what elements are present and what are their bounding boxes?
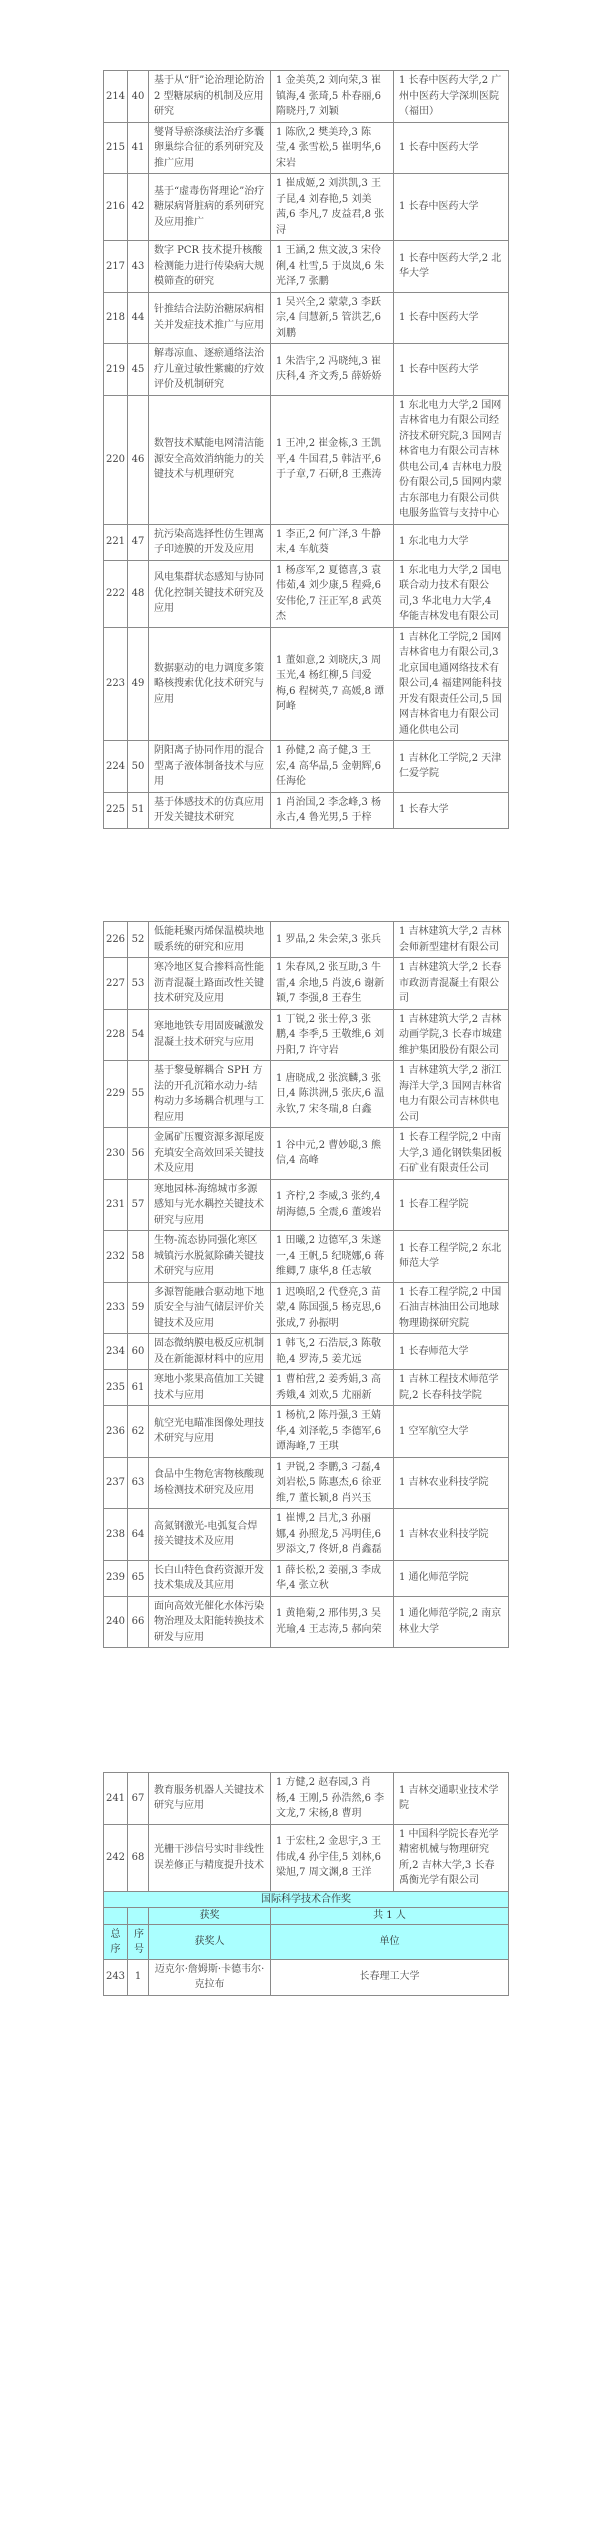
total-seq-cell: 228: [104, 1009, 128, 1061]
seq-cell: 43: [128, 241, 149, 293]
seq-cell: 50: [128, 741, 149, 793]
empty-cell: [128, 1907, 149, 1924]
project-title-cell: 多源智能融合驱动地下地质安全与油气储层评价关键技术及应用: [149, 1282, 271, 1334]
table-row: [104, 627, 509, 741]
project-title-cell: 金属矿压覆资源多源尾废充填安全高效回采关键技术及应用: [149, 1128, 271, 1180]
project-title-cell: 光栅干涉信号实时非线性误差修正与精度提升技术: [149, 1824, 271, 1891]
units-cell: 1 长春中医药大学,2 北华大学: [394, 241, 509, 293]
project-title-cell: 基于体感技术的仿真应用开发关键技术研究: [149, 792, 271, 828]
table-row: [104, 792, 509, 828]
award-table-page-1: [103, 70, 509, 829]
table-row: [104, 1179, 509, 1231]
members-cell: 1 黄艳菊,2 邢伟男,3 吴光瑜,4 王志涛,5 郝向荣: [271, 1596, 394, 1648]
members-cell: 1 董如意,2 刘晓庆,3 周玉光,4 杨红柳,5 闫爱梅,6 程树英,7 高媛,8 谭阿峰: [271, 627, 394, 741]
table-row: [104, 241, 509, 293]
total-seq-cell: 219: [104, 344, 128, 396]
table-row: [104, 174, 509, 241]
project-title-cell: 长白山特色食药资源开发技术集成及其应用: [149, 1560, 271, 1596]
table-row: [104, 1457, 509, 1509]
units-cell: 1 吉林工程技术师范学院,2 长春科技学院: [394, 1370, 509, 1406]
units-cell: 1 长春中医药大学,2 广州中医药大学深圳医院（福田）: [394, 71, 509, 123]
seq-cell: 42: [128, 174, 149, 241]
members-cell: 1 吴兴全,2 蒙蒙,3 李跃宗,4 闫慧新,5 管洪艺,6 刘鹏: [271, 292, 394, 344]
members-cell: 1 王涵,2 焦文波,3 宋伶俐,4 杜雪,5 于岚岚,6 朱光泽,7 张鹏: [271, 241, 394, 293]
total-seq-cell: 227: [104, 958, 128, 1010]
total-seq-cell: 241: [104, 1773, 128, 1825]
table-row: [104, 1560, 509, 1596]
table-row: [104, 1370, 509, 1406]
total-seq-cell: 214: [104, 71, 128, 123]
table-row: [104, 1773, 509, 1825]
members-cell: 1 肖治国,2 李念峰,3 杨永古,4 鲁光男,5 于梓: [271, 792, 394, 828]
total-seq-cell: 223: [104, 627, 128, 741]
table-row: [104, 1061, 509, 1128]
total-seq-cell: 243: [104, 1959, 128, 1995]
members-cell: 1 方健,2 赵春园,3 肖杨,4 王刚,5 孙浩然,6 李文龙,7 宋杨,8 曹玥: [271, 1773, 394, 1825]
units-cell: 1 长春中医药大学: [394, 292, 509, 344]
members-cell: 1 朱春凤,2 张互助,3 牛雷,4 余地,5 肖波,6 谢新颖,7 李强,8 王春生: [271, 958, 394, 1010]
award-banner-row: [104, 1891, 509, 1907]
seq-cell: 56: [128, 1128, 149, 1180]
project-title-cell: 数据驱动的电力调度多策略核搜索优化技术研究与应用: [149, 627, 271, 741]
project-title-cell: 解毒凉血、逐瘀通络法治疗儿童过敏性紫癜的疗效评价及机制研究: [149, 344, 271, 396]
table-row: [104, 1231, 509, 1283]
units-cell: 1 长春工程学院: [394, 1179, 509, 1231]
total-seq-cell: 237: [104, 1457, 128, 1509]
units-cell: 1 长春工程学院,2 东北师范大学: [394, 1231, 509, 1283]
total-seq-cell: 230: [104, 1128, 128, 1180]
seq-cell: 40: [128, 71, 149, 123]
seq-cell: 57: [128, 1179, 149, 1231]
seq-cell: 62: [128, 1406, 149, 1458]
header-winner: 获奖人: [149, 1924, 271, 1959]
units-cell: 1 长春中医药大学: [394, 122, 509, 174]
project-title-cell: 寒冷地区复合掺料高性能沥青混凝土路面改性关键技术研究及应用: [149, 958, 271, 1010]
members-cell: 1 于宏柱,2 金思宇,3 王伟成,4 孙宇佳,5 刘林,6 梁旭,7 周文渊,8 王洋: [271, 1824, 394, 1891]
table-row: [104, 524, 509, 560]
total-seq-cell: 239: [104, 1560, 128, 1596]
award-table-page-3: [103, 1772, 509, 1996]
seq-cell: 60: [128, 1334, 149, 1370]
project-title-cell: 食品中生物危害物核酸现场检测技术研究及应用: [149, 1457, 271, 1509]
units-cell: 1 长春中医药大学: [394, 174, 509, 241]
seq-cell: 1: [128, 1959, 149, 1995]
project-title-cell: 教育服务机器人关键技术研究与应用: [149, 1773, 271, 1825]
project-title-cell: 寒地园林-海绵城市多源感知与光水耦控关键技术研究与应用: [149, 1179, 271, 1231]
members-cell: 1 曹柏营,2 姜秀娟,3 高秀娥,4 刘欢,5 尤丽新: [271, 1370, 394, 1406]
units-cell: 1 东北电力大学: [394, 524, 509, 560]
members-cell: 1 杨杭,2 陈丹强,3 王婧华,4 刘泽乾,5 李德军,6 谭海峰,7 王琪: [271, 1406, 394, 1458]
total-seq-cell: 240: [104, 1596, 128, 1648]
seq-cell: 47: [128, 524, 149, 560]
total-seq-cell: 238: [104, 1509, 128, 1561]
seq-cell: 41: [128, 122, 149, 174]
units-cell: 1 吉林化工学院,2 国网吉林省电力有限公司,3 北京国电通网络技术有限公司,4 福建网能科技开发有限责任公司,5 国网吉林省电力有限公司通化供电公司: [394, 627, 509, 741]
table-row: [104, 958, 509, 1010]
award-count-row: [104, 1907, 509, 1924]
award-table-page-2: [103, 921, 509, 1648]
units-cell: 1 吉林建筑大学,2 吉林动画学院,3 长春市城建维护集团股份有限公司: [394, 1009, 509, 1061]
units-cell: 1 中国科学院长春光学精密机械与物理研究所,2 吉林大学,3 长春禹衡光学有限公司: [394, 1824, 509, 1891]
total-seq-cell: 220: [104, 395, 128, 524]
total-seq-cell: 222: [104, 560, 128, 627]
header-unit: 单位: [271, 1924, 509, 1959]
table-row: [104, 344, 509, 396]
total-seq-cell: 236: [104, 1406, 128, 1458]
seq-cell: 53: [128, 958, 149, 1010]
project-title-cell: 阴阳离子协同作用的混合型离子液体制备技术与应用: [149, 741, 271, 793]
project-title-cell: 寒地地铁专用固废碱激发混凝土技术研究与应用: [149, 1009, 271, 1061]
units-cell: 1 长春中医药大学: [394, 344, 509, 396]
project-title-cell: 低能耗聚丙烯保温模块地暖系统的研究和应用: [149, 922, 271, 958]
table-row: [104, 1509, 509, 1561]
seq-cell: 49: [128, 627, 149, 741]
seq-cell: 45: [128, 344, 149, 396]
units-cell: 1 吉林化工学院,2 天津仁爱学院: [394, 741, 509, 793]
members-cell: 1 崔博,2 吕尤,3 孙丽娜,4 孙照龙,5 冯明佳,6 罗添文,7 佟妍,8 肖鑫磊: [271, 1509, 394, 1561]
project-title-cell: 针推结合法防治糖尿病相关并发症技术推广与应用: [149, 292, 271, 344]
project-title-cell: 抗污染高选择性仿生锂离子印迹膜的开发及应用: [149, 524, 271, 560]
seq-cell: 64: [128, 1509, 149, 1561]
units-cell: 1 长春师范大学: [394, 1334, 509, 1370]
table-row: [104, 741, 509, 793]
units-cell: 1 吉林交通职业技术学院: [394, 1773, 509, 1825]
header-seq: 序号: [128, 1924, 149, 1959]
seq-cell: 59: [128, 1282, 149, 1334]
total-seq-cell: 215: [104, 122, 128, 174]
project-title-cell: 高氮钢激光-电弧复合焊接关键技术及应用: [149, 1509, 271, 1561]
table-row: [104, 1596, 509, 1648]
members-cell: 1 韩飞,2 石浩辰,3 陈敬艳,4 罗涛,5 姜尤远: [271, 1334, 394, 1370]
units-cell: 1 吉林农业科技学院: [394, 1457, 509, 1509]
members-cell: 1 丁锐,2 张士停,3 张鹏,4 李季,5 王敬维,6 刘丹阳,7 许守岩: [271, 1009, 394, 1061]
project-title-cell: 燮肾导瘀涤痰法治疗多囊卵巢综合征的系列研究及推广应用: [149, 122, 271, 174]
members-cell: 1 杨彦军,2 夏德喜,3 袁伟茹,4 刘少康,5 程舜,6 安伟伦,7 汪正军,8 武英杰: [271, 560, 394, 627]
units-cell: 1 吉林建筑大学,2 吉林会师新型建材有限公司: [394, 922, 509, 958]
seq-cell: 65: [128, 1560, 149, 1596]
total-seq-cell: 234: [104, 1334, 128, 1370]
members-cell: 1 陈欣,2 樊美玲,3 陈莹,4 张雪松,5 崔明华,6 宋岩: [271, 122, 394, 174]
members-cell: 1 田曦,2 边德军,3 朱遂一,4 王帆,5 纪晓娜,6 蒋维卿,7 康华,8 任志敏: [271, 1231, 394, 1283]
project-title-cell: 基于从“肝”论治理论防治 2 型糖尿病的机制及应用研究: [149, 71, 271, 123]
units-cell: 1 东北电力大学,2 国电联合动力技术有限公司,3 华北电力大学,4 华能吉林发电有限公司: [394, 560, 509, 627]
members-cell: 1 金美英,2 刘向荣,3 崔镇海,4 张琦,5 朴春丽,6 隋晓丹,7 刘颖: [271, 71, 394, 123]
seq-cell: 63: [128, 1457, 149, 1509]
members-cell: 1 崔成姬,2 刘洪凯,3 王子昆,4 刘春艳,5 刘美茜,6 李凡,7 皮益君,8 张浔: [271, 174, 394, 241]
table-row: [104, 122, 509, 174]
units-cell: 1 长春工程学院,2 中国石油吉林油田公司地球物理勘探研究院: [394, 1282, 509, 1334]
units-cell: 1 通化师范学院: [394, 1560, 509, 1596]
total-seq-cell: 221: [104, 524, 128, 560]
total-seq-cell: 226: [104, 922, 128, 958]
units-cell: 1 东北电力大学,2 国网吉林省电力有限公司经济技术研究院,3 国网吉林省电力有限公司吉林供电公司,4 吉林电力股份有限公司,5 国网内蒙古东部电力有限公司供电服务监管与支持中心: [394, 395, 509, 524]
total-seq-cell: 235: [104, 1370, 128, 1406]
project-title-cell: 基于黎曼解耦合 SPH 方法的开孔沉箱水动力-结构动力多场耦合机理与工程应用: [149, 1061, 271, 1128]
units-cell: 1 空军航空大学: [394, 1406, 509, 1458]
table-row: [104, 1282, 509, 1334]
units-cell: 1 吉林建筑大学,2 长春市政沥青混凝土有限公司: [394, 958, 509, 1010]
total-seq-cell: 217: [104, 241, 128, 293]
units-cell: 1 吉林建筑大学,2 浙江海洋大学,3 国网吉林省电力有限公司吉林供电公司: [394, 1061, 509, 1128]
winner-name-cell: 迈克尔·詹姆斯·卡德韦尔·克拉布: [149, 1959, 271, 1995]
members-cell: 1 唐晓成,2 张滨麟,3 张日,4 陈洪洲,5 张庆,6 温永钦,7 宋冬瑞,8 白鑫: [271, 1061, 394, 1128]
members-cell: 1 齐柠,2 李威,3 张约,4 胡海德,5 全震,6 董竣岩: [271, 1179, 394, 1231]
seq-cell: 61: [128, 1370, 149, 1406]
empty-cell: [104, 1907, 128, 1924]
members-cell: 1 李正,2 何广泽,3 牛静末,4 车航葵: [271, 524, 394, 560]
table-row: [104, 1128, 509, 1180]
members-cell: 1 朱浩宇,2 冯晓纯,3 崔庆科,4 齐文秀,5 薛娇娇: [271, 344, 394, 396]
units-cell: 1 吉林农业科技学院: [394, 1509, 509, 1561]
table-row: [104, 1824, 509, 1891]
seq-cell: 68: [128, 1824, 149, 1891]
project-title-cell: 数字 PCR 技术提升核酸检测能力进行传染病大规模筛查的研究: [149, 241, 271, 293]
members-cell: 1 谷中元,2 曹妙聪,3 熊信,4 高峰: [271, 1128, 394, 1180]
total-seq-cell: 218: [104, 292, 128, 344]
total-seq-cell: 225: [104, 792, 128, 828]
seq-cell: 54: [128, 1009, 149, 1061]
total-seq-cell: 224: [104, 741, 128, 793]
seq-cell: 58: [128, 1231, 149, 1283]
award-header-row: [104, 1924, 509, 1959]
table-row: [104, 560, 509, 627]
award-label-cell: 获奖: [149, 1907, 271, 1924]
members-cell: 1 王冲,2 崔金栋,3 王凯平,4 牛国君,5 韩洁平,6 于子章,7 石研,8 王燕涛: [271, 395, 394, 524]
table-row: [104, 1334, 509, 1370]
table-row: [104, 1406, 509, 1458]
members-cell: 1 尹锐,2 李鹏,3 刁磊,4 刘岩松,5 陈惠杰,6 徐亚维,7 董长颖,8 肖兴玉: [271, 1457, 394, 1509]
award-count-cell: 共 1 人: [271, 1907, 509, 1924]
total-seq-cell: 229: [104, 1061, 128, 1128]
project-title-cell: 寒地小浆果高值加工关键技术与应用: [149, 1370, 271, 1406]
total-seq-cell: 231: [104, 1179, 128, 1231]
seq-cell: 55: [128, 1061, 149, 1128]
members-cell: 1 薛长松,2 姜丽,3 李成华,4 张立秋: [271, 1560, 394, 1596]
members-cell: 1 罗晶,2 朱会荣,3 张兵: [271, 922, 394, 958]
total-seq-cell: 242: [104, 1824, 128, 1891]
project-title-cell: 面向高效光催化水体污染物治理及太阳能转换技术研发与应用: [149, 1596, 271, 1648]
total-seq-cell: 233: [104, 1282, 128, 1334]
seq-cell: 46: [128, 395, 149, 524]
project-title-cell: 基于“虚毒伤肾理论”治疗糖尿病肾脏病的系列研究及应用推广: [149, 174, 271, 241]
seq-cell: 48: [128, 560, 149, 627]
project-title-cell: 固态微纳膜电极反应机制及在新能源材料中的应用: [149, 1334, 271, 1370]
header-total-seq: 总序: [104, 1924, 128, 1959]
project-title-cell: 航空光电瞄准图像处理技术研究与应用: [149, 1406, 271, 1458]
table-row: [104, 292, 509, 344]
table-row: [104, 71, 509, 123]
units-cell: 1 通化师范学院,2 南京林业大学: [394, 1596, 509, 1648]
winner-row: [104, 1959, 509, 1995]
units-cell: 1 长春大学: [394, 792, 509, 828]
seq-cell: 52: [128, 922, 149, 958]
seq-cell: 51: [128, 792, 149, 828]
total-seq-cell: 232: [104, 1231, 128, 1283]
members-cell: 1 孙健,2 高子健,3 王宏,4 高华晶,5 金朝辉,6 任海伦: [271, 741, 394, 793]
seq-cell: 44: [128, 292, 149, 344]
units-cell: 1 长春工程学院,2 中南大学,3 通化钢铁集团板石矿业有限责任公司: [394, 1128, 509, 1180]
award-banner: 国际科学技术合作奖: [104, 1891, 509, 1907]
table-row: [104, 395, 509, 524]
project-title-cell: 数智技术赋能电网清洁能源安全高效消纳能力的关键技术与机理研究: [149, 395, 271, 524]
table-row: [104, 1009, 509, 1061]
seq-cell: 66: [128, 1596, 149, 1648]
winner-unit-cell: 长春理工大学: [271, 1959, 509, 1995]
table-row: [104, 922, 509, 958]
project-title-cell: 生物-流态协同强化寒区城镇污水脱氮除磷关键技术研究与应用: [149, 1231, 271, 1283]
total-seq-cell: 216: [104, 174, 128, 241]
seq-cell: 67: [128, 1773, 149, 1825]
project-title-cell: 风电集群状态感知与协同优化控制关键技术研究及应用: [149, 560, 271, 627]
members-cell: 1 迟唤昭,2 代登亮,3 苗蒙,4 陈国强,5 杨克思,6 张成,7 孙振明: [271, 1282, 394, 1334]
